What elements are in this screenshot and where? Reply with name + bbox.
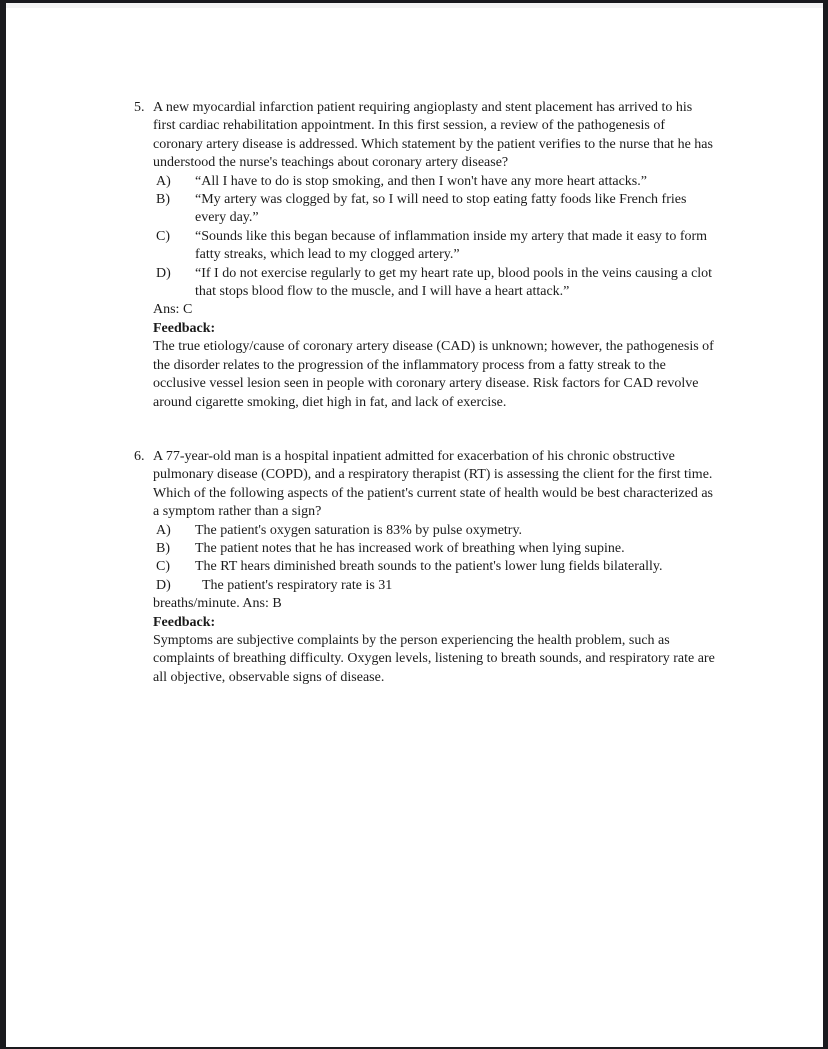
option-letter: B) [156,540,170,556]
option-row [156,558,722,576]
feedback-text: The true etiology/cause of coronary artery disease (CAD) is unknown; however, the pathogenesis of the disorder relates to the progression of the inflammatory process from a fatty streak to the occlusive vessel lesion seen in people with coronary artery disease. Risk factors for CAD revolve around cigarette smoking, diet high in fat, and lack of exercise. [153,339,714,410]
option-letter: D) [156,577,171,593]
option-row [156,228,722,265]
feedback-text: Symptoms are subjective complaints by the person experiencing the health problem, such as complaints of breathing difficulty. Oxygen levels, listening to breath sounds, and respiratory rate are all objective, observable signs of disease. [153,632,715,685]
option-text: The RT hears diminished breath sounds to the patient's lower lung fields bilaterally. [195,559,663,575]
option-letter: B) [156,192,170,208]
question-number: 6. [134,448,145,464]
answer-line: Ans: C [153,302,193,318]
question-block [134,448,722,687]
option-text: The patient notes that he has increased work of breathing when lying supine. [195,540,625,556]
feedback-label: Feedback: [153,320,216,336]
option-text: The patient's oxygen saturation is 83% by pulse oxymetry. [195,522,523,538]
option-row [156,173,722,191]
option-row [156,191,722,228]
option-letter: C) [156,559,170,575]
question-header [134,99,722,173]
option-letter: A) [156,522,171,538]
option-text: “All I have to do is stop smoking, and then I won't have any more heart attacks.” [195,173,647,189]
question-block [134,99,722,412]
option-letter: A) [156,173,171,189]
option-row [156,540,722,558]
question-text: A 77-year-old man is a hospital inpatient admitted for exacerbation of his chronic obstructive pulmonary disease (COPD), and a respiratory therapist (RT) is assessing the client for the first time. Which of the following aspects of the patient's current state of health would be best characterized as a symptom rather than a sign? [153,448,713,520]
option-row [156,577,722,595]
option-text: “Sounds like this began because of inflammation inside my artery that made it easy to form fatty streaks, which lead to my clogged artery.” [195,228,708,263]
option-row [156,522,722,540]
page-content [6,3,722,687]
post-option-line: breaths/minute. Ans: B [153,596,282,612]
question-number: 5. [134,100,145,115]
feedback-label: Feedback: [153,614,216,630]
option-text: “My artery was clogged by fat, so I will need to stop eating fatty foods like French fries every day.” [195,192,687,226]
document-page [6,3,823,1047]
option-text: The patient's respiratory rate is 31 [202,577,393,593]
question-header [134,448,722,522]
option-row [156,265,722,302]
option-letter: C) [156,228,170,244]
option-letter: D) [156,265,171,281]
option-text: “If I do not exercise regularly to get my heart rate up, blood pools in the veins causing a clot that stops blood flow to the muscle, and I will have a heart attack.” [195,265,713,300]
question-text: A new myocardial infarction patient requiring angioplasty and stent placement has arrived to his first cardiac rehabilitation appointment. In this first session, a review of the pathogenesis of coronary artery disease is addressed. Which statement by the patient verifies to the nurse that he has understood the nurse's teachings about coronary artery disease? [153,100,713,171]
